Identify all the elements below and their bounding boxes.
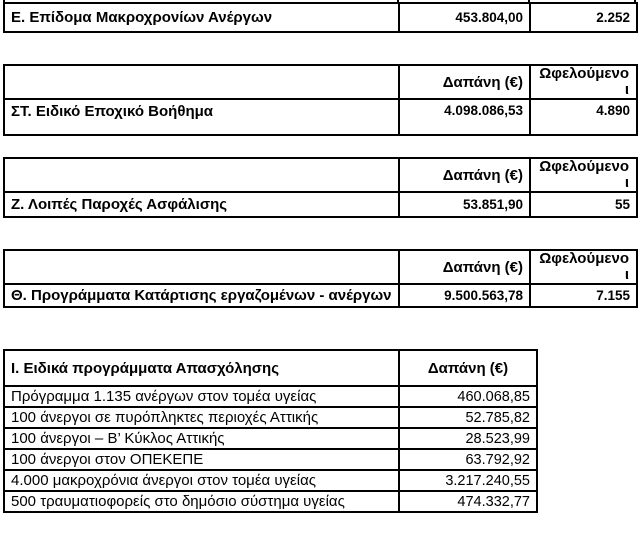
- expense-value-cell: 460.068,85: [399, 386, 537, 407]
- row-label-cell: 100 άνεργοι σε πυρόπληκτες περιοχές Αττικής: [4, 407, 399, 428]
- expense-value-cell: 474.332,77: [399, 491, 537, 512]
- beneficiaries-header-label: Ωφελούμενοι: [539, 250, 629, 283]
- row-label-cell: 500 τραυματιοφορείς στο δημόσιο σύστημα υγείας: [4, 491, 399, 512]
- expense-value-cell: 28.523,99: [399, 428, 537, 449]
- row-label-cell: Ζ. Λοιπές Παροχές Ασφάλισης: [4, 192, 399, 217]
- table-row: [4, 428, 537, 449]
- header-row: [4, 65, 637, 99]
- table-row: [4, 99, 637, 135]
- beneficiaries-value-cell: 55: [530, 192, 637, 217]
- table-row: [4, 491, 537, 512]
- empty-header-cell: [4, 158, 399, 192]
- expense-value-cell: 63.792,92: [399, 449, 537, 470]
- table-e-longterm-unemployment-benefit: [3, 2, 638, 33]
- expense-header-cell: Δαπάνη (€): [399, 350, 537, 386]
- row-label-cell: Θ. Προγράμματα Κατάρτισης εργαζομένων - ανέργων: [4, 284, 399, 307]
- row-label-cell: ΣΤ. Ειδικό Εποχικό Βοήθημα: [4, 99, 399, 135]
- table-st-special-seasonal-benefit: [3, 64, 638, 136]
- table-th-training-programs: [3, 249, 638, 308]
- table-row: [4, 192, 637, 217]
- empty-header-cell: [4, 250, 399, 284]
- expense-header-cell: Δαπάνη (€): [399, 250, 530, 284]
- row-label-cell: Ε. Επίδομα Μακροχρονίων Ανέργων: [4, 3, 399, 32]
- expense-value-cell: 53.851,90: [399, 192, 530, 217]
- table-row: [4, 470, 537, 491]
- table-row: [4, 386, 537, 407]
- row-label-cell: 100 άνεργοι – Β’ Κύκλος Αττικής: [4, 428, 399, 449]
- table-z-other-insurance-benefits: [3, 157, 638, 218]
- header-row: [4, 250, 637, 284]
- beneficiaries-header-cell: [530, 65, 637, 99]
- table-row: [4, 284, 637, 307]
- expense-value-cell: 3.217.240,55: [399, 470, 537, 491]
- beneficiaries-value-cell: 4.890: [530, 99, 637, 135]
- header-row: [4, 158, 637, 192]
- beneficiaries-header-label: Ωφελούμενοι: [539, 65, 629, 98]
- expense-header-cell: Δαπάνη (€): [399, 65, 530, 99]
- section-title-cell: Ι. Ειδικά προγράμματα Απασχόλησης: [4, 350, 399, 386]
- beneficiaries-value-cell: 7.155: [530, 284, 637, 307]
- beneficiaries-value-cell: 2.252: [530, 3, 637, 32]
- row-label-cell: Πρόγραμμα 1.135 ανέργων στον τομέα υγείας: [4, 386, 399, 407]
- expense-value-cell: 4.098.086,53: [399, 99, 530, 135]
- table-row: [4, 3, 637, 32]
- expense-value-cell: 453.804,00: [399, 3, 530, 32]
- beneficiaries-header-label: Ωφελούμενοι: [539, 158, 629, 191]
- row-label-cell: 4.000 μακροχρόνια άνεργοι στον τομέα υγείας: [4, 470, 399, 491]
- table-i-special-employment-programs: [3, 349, 538, 513]
- table-row: [4, 407, 537, 428]
- table-row: [4, 449, 537, 470]
- row-label-cell: 100 άνεργοι στον ΟΠΕΚΕΠΕ: [4, 449, 399, 470]
- empty-header-cell: [4, 65, 399, 99]
- beneficiaries-header-cell: [530, 250, 637, 284]
- expense-header-cell: Δαπάνη (€): [399, 158, 530, 192]
- expense-value-cell: 9.500.563,78: [399, 284, 530, 307]
- expense-value-cell: 52.785,82: [399, 407, 537, 428]
- header-row: [4, 350, 537, 386]
- beneficiaries-header-cell: [530, 158, 637, 192]
